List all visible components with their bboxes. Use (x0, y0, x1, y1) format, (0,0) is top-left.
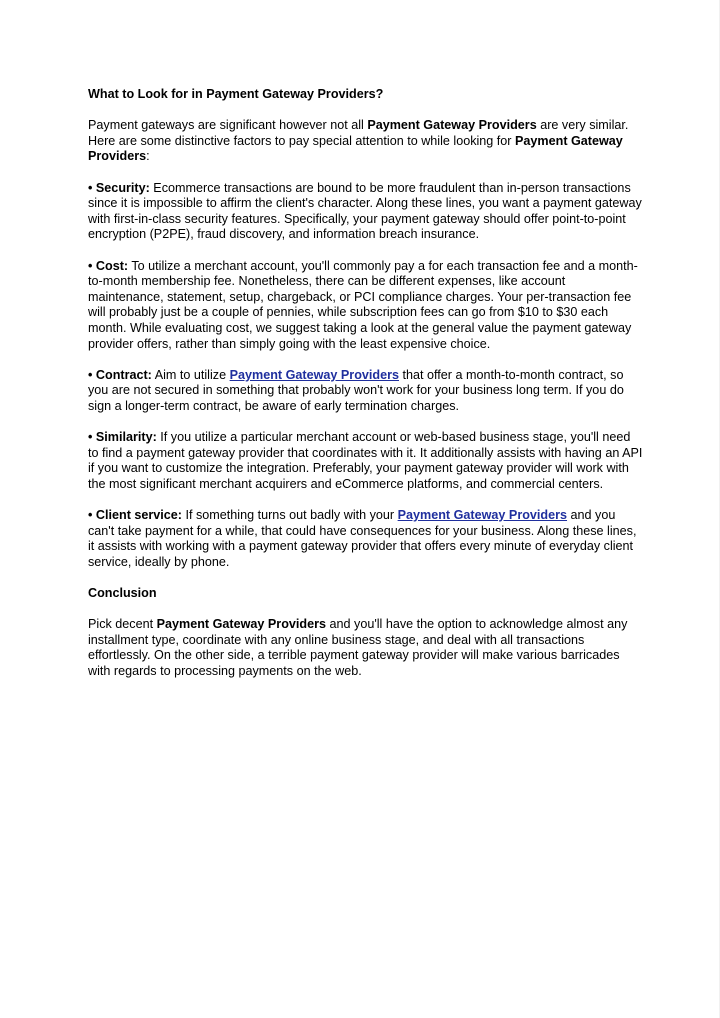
conclusion-text-2: and you'll have the option to acknowledge almost any installment type, coordinate with any online business stage, and deal with all transactions effortlessly. On the other side, a terrible payment gateway provider will make various barricades with regards to processing payments on the web. (88, 617, 628, 678)
security-label: • Security: (88, 180, 150, 195)
similarity-label: • Similarity: (88, 430, 157, 445)
client-service-paragraph (88, 508, 644, 570)
cost-paragraph (88, 259, 644, 353)
payment-gateway-providers-link[interactable]: Payment Gateway Providers (229, 367, 399, 382)
intro-paragraph (88, 118, 644, 165)
contract-text-1: Aim to utilize (151, 367, 230, 382)
security-paragraph (88, 181, 644, 243)
similarity-paragraph (88, 430, 644, 492)
intro-text-3: : (146, 149, 150, 164)
intro-bold-2: Payment Gateway Providers (88, 133, 623, 164)
client-service-label: • Client service: (88, 508, 183, 523)
conclusion-paragraph (88, 617, 644, 679)
conclusion-heading: Conclusion (88, 586, 157, 600)
intro-text-1: Payment gateways are significant however not all (88, 118, 368, 133)
cost-text: To utilize a merchant account, you'll commonly pay a for each transaction fee and a month-to-month membership fee. Nonetheless, there can be different expenses, like account maintenance, statement, setup, chargeback, or PCI compliance charges. Your per-transaction fee will probably just be a couple of pennies, while subscription fees can go from $10 to $30 each month. While evaluating cost, we suggest taking a look at the general value the payment gateway provider offers, rather than simply going with the least expensive choice. (88, 258, 638, 351)
client-service-text-2: and you can't take payment for a while, that could have consequences for your business. Along these lines, it assists with working with a payment gateway provider that offers every minute of everyday client service, ideally by phone. (88, 508, 637, 569)
document-body (88, 87, 644, 695)
cost-label: • Cost: (88, 258, 129, 273)
similarity-text: If you utilize a particular merchant account or web-based business stage, you'll need to find a payment gateway provider that coordinates with it. It additionally assists with having an API if you want to customize the integration. Preferably, your payment gateway provider will work with the most significant merchant acquirers and eCommerce platforms, and commercial centers. (88, 430, 643, 491)
security-text: Ecommerce transactions are bound to be more fraudulent than in-person transactions since it is impossible to affirm the client's character. Along these lines, you want a payment gateway with first-in-class security features. Specifically, your payment gateway should offer point-to-point encryption (P2PE), fraud discovery, and information breach insurance. (88, 180, 642, 242)
payment-gateway-providers-link[interactable]: Payment Gateway Providers (397, 508, 568, 523)
client-service-text-1: If something turns out badly with your (182, 508, 398, 523)
contract-paragraph (88, 368, 644, 415)
contract-text-2: that offer a month-to-month contract, so you are not secured in something that probably won't work for your business long term. If you do sign a longer-term contract, be aware of early termination charges. (88, 367, 624, 413)
conclusion-bold: Payment Gateway Providers (156, 617, 327, 632)
conclusion-text-1: Pick decent (88, 617, 157, 632)
intro-bold-1: Payment Gateway Providers (367, 118, 537, 133)
document-title: What to Look for in Payment Gateway Providers? (88, 87, 384, 101)
contract-label: • Contract: (88, 367, 152, 382)
intro-text-2: are very similar. Here are some distinctive factors to pay special attention to while looking for (88, 118, 629, 148)
